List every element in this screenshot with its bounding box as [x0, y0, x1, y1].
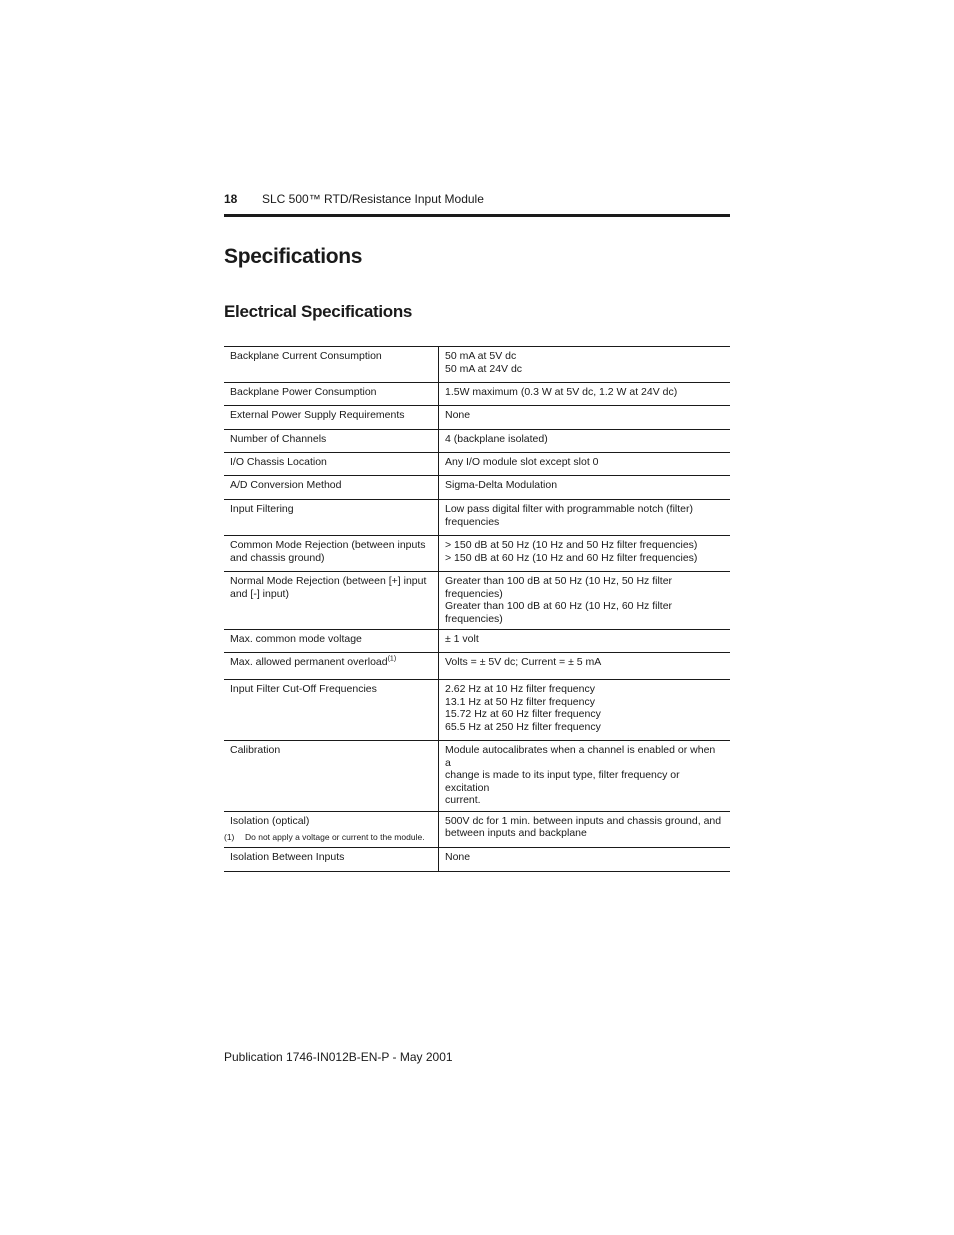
spec-value: Module autocalibrates when a channel is enabled or when a change is made to its input type, filter frequency or excitation current. [445, 744, 716, 806]
spec-value: 4 (backplane isolated) [445, 433, 548, 445]
table-row [224, 680, 730, 741]
spec-parameter [224, 347, 439, 383]
spec-value: Sigma-Delta Modulation [445, 479, 558, 491]
spec-value: Volts = ± 5V dc; Current = ± 5 mA [445, 656, 602, 668]
header-divider [224, 214, 730, 217]
table-row [224, 536, 730, 572]
page-number: 18 [224, 192, 238, 206]
table-row [224, 347, 730, 383]
spec-value: Low pass digital filter with programmable notch (filter) frequencies [445, 503, 694, 528]
spec-value: 500V dc for 1 min. between inputs and chassis ground, and between inputs and backplane [445, 814, 722, 839]
table-row [224, 630, 730, 653]
table-row [224, 406, 730, 430]
spec-parameter [224, 680, 439, 741]
table-row [224, 476, 730, 500]
spec-parameter-label: Isolation Between Inputs [230, 850, 345, 863]
table-row [224, 741, 730, 812]
table-row [224, 572, 730, 630]
spec-parameter [224, 476, 439, 500]
footnote-text: Do not apply a voltage or current to the module. [245, 832, 425, 842]
spec-parameter [224, 630, 439, 653]
spec-parameter-label: I/O Chassis Location [230, 456, 327, 468]
footnote-reference: (1) [387, 655, 397, 663]
spec-value: 2.62 Hz at 10 Hz filter frequency 13.1 Hz at 50 Hz filter frequency 15.72 Hz at 60 Hz filter frequency 65.5 Hz at 250 Hz filter frequency [445, 683, 601, 733]
spec-parameter [224, 453, 439, 476]
spec-parameter [224, 406, 439, 430]
footnote-number: (1) [224, 832, 235, 842]
footnote [224, 832, 730, 842]
table-row [224, 383, 730, 406]
spec-parameter-label: Backplane Current Consumption [230, 350, 382, 362]
table-row [224, 430, 730, 453]
spec-parameter [224, 383, 439, 406]
spec-value: Greater than 100 dB at 50 Hz (10 Hz, 50 Hz filter frequencies) Greater than 100 dB at 60 Hz (10 Hz, 60 Hz filter frequencies) [445, 575, 673, 625]
spec-parameter-label: Backplane Power Consumption [230, 386, 377, 398]
spec-value: 50 mA at 5V dc 50 mA at 24V dc [445, 350, 523, 375]
running-header [224, 192, 730, 206]
spec-parameter-label: A/D Conversion Method [230, 479, 342, 491]
spec-value: 1.5W maximum (0.3 W at 5V dc, 1.2 W at 24V dc) [445, 386, 678, 398]
spec-parameter-label: Calibration [230, 744, 281, 756]
spec-parameter-label: Number of Channels [230, 433, 327, 445]
spec-parameter [224, 536, 439, 572]
spec-parameter-label: Input Filter Cut-Off Frequencies [230, 683, 377, 695]
spec-value: > 150 dB at 50 Hz (10 Hz and 50 Hz filter frequencies) > 150 dB at 60 Hz (10 Hz and 60 Hz filter frequencies) [445, 539, 698, 564]
spec-parameter-label: External Power Supply Requirements [230, 409, 405, 421]
electrical-specifications-table [224, 346, 730, 872]
spec-parameter-label: Isolation (optical) [230, 814, 310, 827]
page-title: Specifications [224, 245, 363, 268]
section-title: Electrical Specifications [224, 302, 413, 321]
table-row [224, 847, 730, 871]
table-row [224, 453, 730, 476]
table-row [224, 500, 730, 536]
spec-value: None [445, 850, 471, 863]
spec-parameter-label: Max. allowed permanent overload [230, 656, 388, 668]
spec-parameter [224, 500, 439, 536]
publication-footer: Publication 1746-IN012B-EN-P - May 2001 [224, 1050, 453, 1064]
spec-parameter-label: Normal Mode Rejection (between [+] input and [-] input) [230, 575, 427, 600]
spec-parameter [224, 572, 439, 630]
spec-parameter-label: Max. common mode voltage [230, 633, 362, 645]
spec-parameter [224, 430, 439, 453]
spec-parameter [224, 847, 439, 871]
spec-parameter-label: Common Mode Rejection (between inputs and chassis ground) [230, 539, 426, 564]
spec-value: None [445, 409, 471, 421]
spec-parameter [224, 741, 439, 812]
table-row [224, 653, 730, 680]
spec-value: Any I/O module slot except slot 0 [445, 456, 599, 468]
spec-parameter-label: Input Filtering [230, 503, 294, 515]
running-title: SLC 500™ RTD/Resistance Input Module [262, 192, 484, 206]
spec-parameter [224, 653, 439, 680]
spec-value: ± 1 volt [445, 633, 479, 645]
